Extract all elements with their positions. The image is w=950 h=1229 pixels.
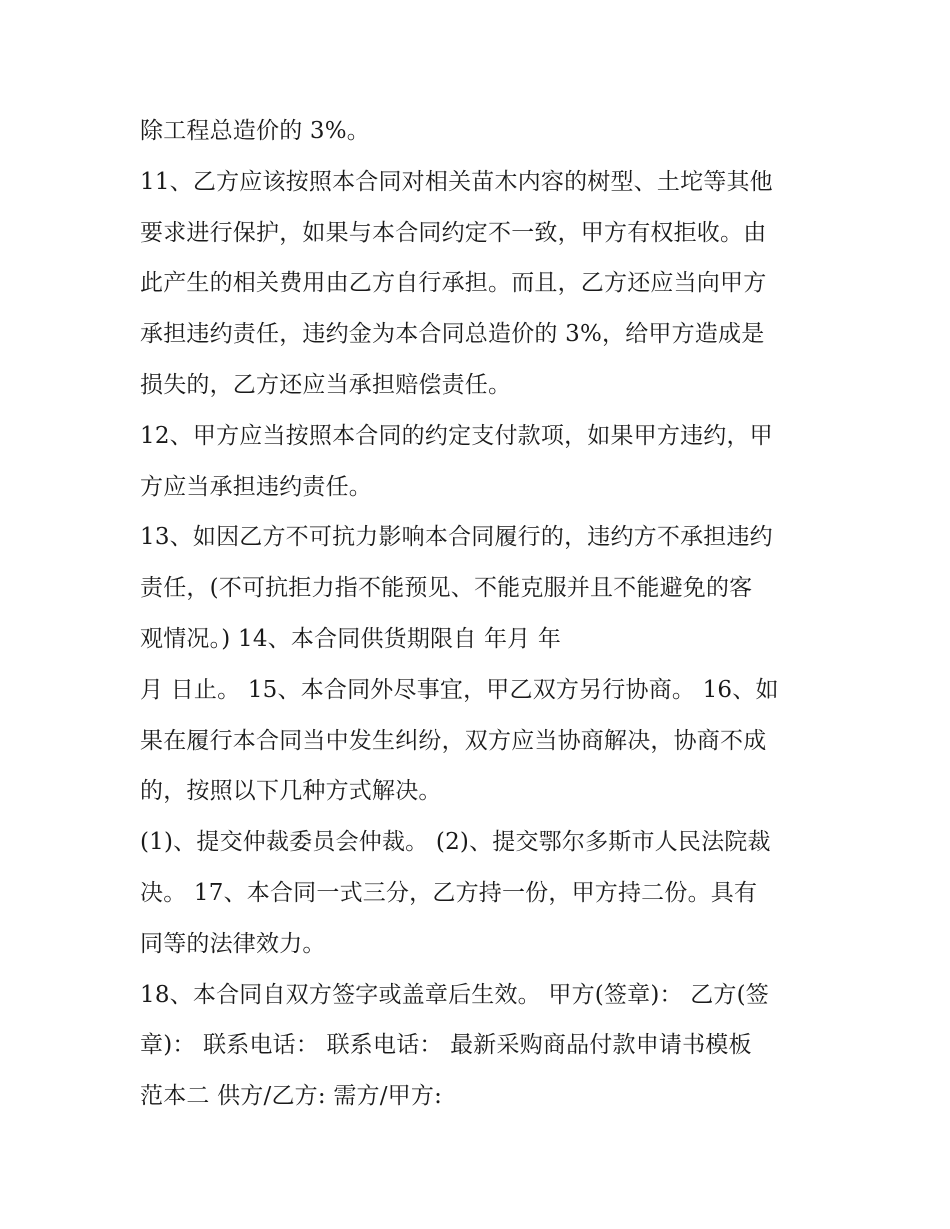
text-line: 13、如因乙方不可抗力影响本合同履行的，违约方不承担违约 — [140, 524, 773, 551]
text-line: 损失的，乙方还应当承担赔偿责任。 — [140, 371, 512, 398]
text-line: 章)： 联系电话： 联系电话： 最新采购商品付款申请书模板 — [140, 1032, 752, 1059]
text-line: 同等的法律效力。 — [140, 930, 326, 957]
text-line: 责任，(不可抗拒力指不能预见、不能克服并且不能避免的客 — [140, 575, 753, 602]
text-line: 月 日止。 15、本合同外尽事宜，甲乙双方另行协商。 16、如 — [140, 676, 779, 703]
text-line: 决。 17、本合同一式三分，乙方持一份，甲方持二份。具有 — [140, 879, 758, 906]
text-line: (1)、提交仲裁委员会仲裁。 (2)、提交鄂尔多斯市人民法院裁 — [140, 829, 771, 856]
text-line: 11、乙方应该按照本合同对相关苗木内容的树型、土坨等其他 — [140, 168, 773, 195]
text-line: 12、甲方应当按照本合同的约定支付款项，如果甲方违约，甲 — [140, 422, 773, 449]
text-line: 方应当承担违约责任。 — [140, 473, 372, 500]
text-line: 承担违约责任，违约金为本合同总造价的 3%，给甲方造成是 — [140, 321, 765, 348]
text-line: 要求进行保护，如果与本合同约定不一致，甲方有权拒收。由 — [140, 219, 767, 246]
text-line: 此产生的相关费用由乙方自行承担。而且，乙方还应当向甲方 — [140, 270, 767, 297]
text-line: 18、本合同自双方签字或盖章后生效。 甲方(签章)： 乙方(签 — [140, 981, 770, 1008]
contract-text — [140, 106, 820, 1122]
text-line: 除工程总造价的 3%。 — [140, 118, 370, 144]
text-line: 观情况。) 14、本合同供货期限自 年月 年 — [140, 625, 562, 652]
text-line: 范本二 供方/乙方: 需方/甲方: — [140, 1083, 443, 1110]
text-line: 的，按照以下几种方式解决。 — [140, 778, 442, 805]
text-line: 果在履行本合同当中发生纠纷，双方应当协商解决，协商不成 — [140, 727, 767, 754]
